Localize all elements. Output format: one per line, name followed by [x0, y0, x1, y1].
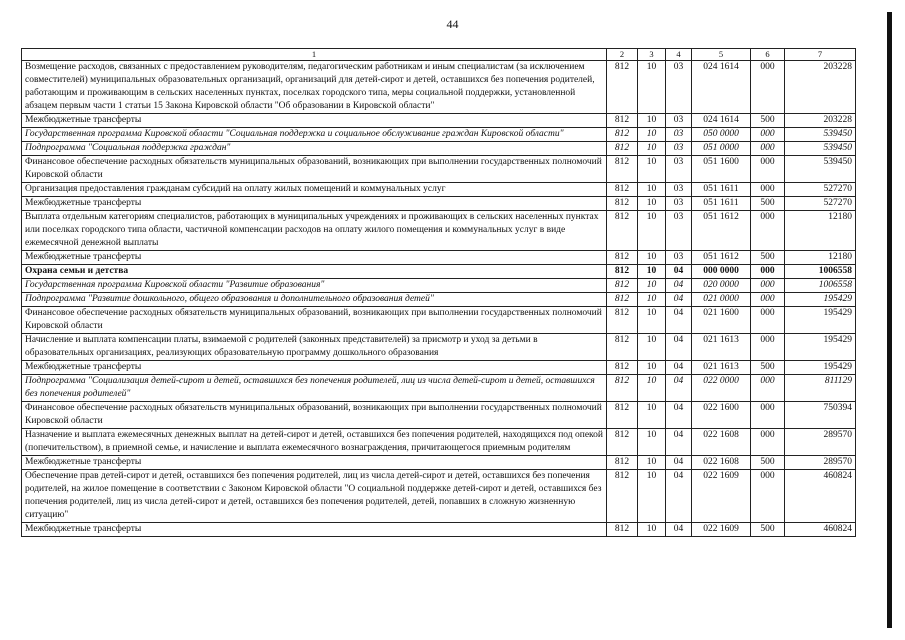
table-row: [22, 211, 856, 251]
cell-name: Межбюджетные трансферты: [22, 251, 607, 265]
cell-section: 10: [638, 429, 666, 456]
cell-ministry-code: 812: [607, 429, 638, 456]
cell-target-article: 051 1611: [692, 197, 751, 211]
cell-expense-type: 000: [751, 279, 785, 293]
cell-expense-type: 000: [751, 429, 785, 456]
cell-amount: 460824: [785, 523, 856, 537]
page-number: 44: [446, 17, 459, 31]
cell-name: Межбюджетные трансферты: [22, 361, 607, 375]
cell-amount: 527270: [785, 197, 856, 211]
scan-edge-bar: [887, 12, 892, 628]
table-row: [22, 375, 856, 402]
cell-target-article: 021 0000: [692, 293, 751, 307]
cell-subsection: 03: [666, 197, 692, 211]
header-col-4: 4: [666, 49, 692, 61]
cell-subsection: 03: [666, 114, 692, 128]
table-row: [22, 523, 856, 537]
cell-target-article: 022 1600: [692, 402, 751, 429]
cell-subsection: 04: [666, 375, 692, 402]
cell-section: 10: [638, 402, 666, 429]
table-row: [22, 156, 856, 183]
cell-name: Подпрограмма "Развитие дошкольного, общего образования и дополнительного образования детей": [22, 293, 607, 307]
cell-name: Межбюджетные трансферты: [22, 197, 607, 211]
cell-amount: 1006558: [785, 279, 856, 293]
cell-subsection: 04: [666, 402, 692, 429]
cell-name: Финансовое обеспечение расходных обязательств муниципальных образований, возникающих при выполнении государственных полномочий Кировской области: [22, 402, 607, 429]
cell-target-article: 051 1612: [692, 211, 751, 251]
cell-amount: 12180: [785, 251, 856, 265]
cell-name: Выплата отдельным категориям специалистов, работающих в муниципальных учреждениях и проживающих в сельских населенных пунктах или поселках городского типа области, частичной компенсации расходов на оплату жилого помещения и коммунальных услуг в виде ежемесячной денежной выплаты: [22, 211, 607, 251]
cell-ministry-code: 812: [607, 156, 638, 183]
cell-subsection: 03: [666, 142, 692, 156]
cell-ministry-code: 812: [607, 128, 638, 142]
table-row: [22, 361, 856, 375]
cell-amount: 539450: [785, 142, 856, 156]
cell-ministry-code: 812: [607, 279, 638, 293]
table-row: [22, 293, 856, 307]
cell-section: 10: [638, 307, 666, 334]
header-col-1: 1: [22, 49, 607, 61]
cell-target-article: 051 1611: [692, 183, 751, 197]
cell-amount: 195429: [785, 293, 856, 307]
cell-expense-type: 500: [751, 114, 785, 128]
cell-expense-type: 000: [751, 142, 785, 156]
cell-amount: 203228: [785, 61, 856, 114]
cell-ministry-code: 812: [607, 61, 638, 114]
cell-amount: 12180: [785, 211, 856, 251]
header-col-2: 2: [607, 49, 638, 61]
cell-section: 10: [638, 470, 666, 523]
cell-section: 10: [638, 375, 666, 402]
cell-expense-type: 000: [751, 470, 785, 523]
cell-target-article: 020 0000: [692, 279, 751, 293]
cell-ministry-code: 812: [607, 456, 638, 470]
cell-target-article: 021 1600: [692, 307, 751, 334]
cell-amount: 811129: [785, 375, 856, 402]
cell-ministry-code: 812: [607, 361, 638, 375]
cell-ministry-code: 812: [607, 470, 638, 523]
cell-ministry-code: 812: [607, 251, 638, 265]
table-row: [22, 183, 856, 197]
table-row: [22, 279, 856, 293]
cell-ministry-code: 812: [607, 307, 638, 334]
cell-target-article: 021 1613: [692, 361, 751, 375]
cell-name: Государственная программа Кировской области "Социальная поддержка и социальное обслуживание граждан Кировской области": [22, 128, 607, 142]
cell-ministry-code: 812: [607, 402, 638, 429]
cell-section: 10: [638, 361, 666, 375]
table-row: [22, 429, 856, 456]
cell-section: 10: [638, 61, 666, 114]
cell-amount: 1006558: [785, 265, 856, 279]
cell-ministry-code: 812: [607, 183, 638, 197]
cell-amount: 289570: [785, 429, 856, 456]
cell-name: Назначение и выплата ежемесячных денежных выплат на детей-сирот и детей, оставшихся без попечения родителей, находящихся под опекой (попечительством), в приемной семье, и начисление и выплата ежемесячного вознаграждения, причитающегося приемным родителям: [22, 429, 607, 456]
cell-target-article: 022 1608: [692, 429, 751, 456]
cell-target-article: 022 1609: [692, 523, 751, 537]
cell-expense-type: 000: [751, 128, 785, 142]
cell-subsection: 03: [666, 183, 692, 197]
cell-ministry-code: 812: [607, 197, 638, 211]
cell-subsection: 04: [666, 523, 692, 537]
table-body: [22, 49, 856, 537]
cell-section: 10: [638, 114, 666, 128]
cell-amount: 539450: [785, 128, 856, 142]
table-row: [22, 402, 856, 429]
header-col-5: 5: [692, 49, 751, 61]
cell-section: 10: [638, 265, 666, 279]
cell-expense-type: 000: [751, 402, 785, 429]
cell-expense-type: 500: [751, 523, 785, 537]
table-row: [22, 142, 856, 156]
cell-target-article: 000 0000: [692, 265, 751, 279]
cell-amount: 539450: [785, 156, 856, 183]
cell-expense-type: 000: [751, 293, 785, 307]
table-row: [22, 307, 856, 334]
cell-section: 10: [638, 279, 666, 293]
cell-expense-type: 000: [751, 211, 785, 251]
cell-ministry-code: 812: [607, 265, 638, 279]
cell-ministry-code: 812: [607, 114, 638, 128]
table-row: [22, 197, 856, 211]
cell-amount: 460824: [785, 470, 856, 523]
cell-subsection: 04: [666, 334, 692, 361]
cell-ministry-code: 812: [607, 293, 638, 307]
cell-amount: 203228: [785, 114, 856, 128]
cell-section: 10: [638, 197, 666, 211]
cell-ministry-code: 812: [607, 375, 638, 402]
cell-name: Подпрограмма "Социализация детей-сирот и детей, оставшихся без попечения родителей, лиц из числа детей-сирот и детей, оставшихся без попечения родителей": [22, 375, 607, 402]
header-col-3: 3: [638, 49, 666, 61]
header-row: [22, 49, 856, 61]
table-row: [22, 265, 856, 279]
cell-section: 10: [638, 128, 666, 142]
table-row: [22, 456, 856, 470]
cell-subsection: 03: [666, 251, 692, 265]
cell-target-article: 051 0000: [692, 142, 751, 156]
cell-name: Организация предоставления гражданам субсидий на оплату жилых помещений и коммунальных услуг: [22, 183, 607, 197]
cell-section: 10: [638, 211, 666, 251]
cell-name: Охрана семьи и детства: [22, 265, 607, 279]
cell-expense-type: 000: [751, 307, 785, 334]
cell-amount: 195429: [785, 334, 856, 361]
cell-expense-type: 500: [751, 456, 785, 470]
cell-section: 10: [638, 156, 666, 183]
cell-subsection: 04: [666, 293, 692, 307]
cell-expense-type: 500: [751, 361, 785, 375]
cell-subsection: 03: [666, 61, 692, 114]
cell-section: 10: [638, 293, 666, 307]
cell-amount: 289570: [785, 456, 856, 470]
table-row: [22, 334, 856, 361]
cell-amount: 527270: [785, 183, 856, 197]
table-row: [22, 251, 856, 265]
cell-expense-type: 500: [751, 197, 785, 211]
cell-subsection: 04: [666, 456, 692, 470]
cell-expense-type: 000: [751, 61, 785, 114]
cell-subsection: 04: [666, 361, 692, 375]
cell-expense-type: 000: [751, 156, 785, 183]
cell-section: 10: [638, 456, 666, 470]
cell-name: Подпрограмма "Социальная поддержка граждан": [22, 142, 607, 156]
cell-section: 10: [638, 183, 666, 197]
cell-name: Финансовое обеспечение расходных обязательств муниципальных образований, возникающих при выполнении государственных полномочий Кировской области: [22, 156, 607, 183]
cell-target-article: 051 1612: [692, 251, 751, 265]
cell-target-article: 022 0000: [692, 375, 751, 402]
table-row: [22, 128, 856, 142]
header-col-6: 6: [751, 49, 785, 61]
cell-name: Обеспечение прав детей-сирот и детей, оставшихся без попечения родителей, лиц из числа детей-сирот и детей, оставшихся без попечения родителей, на жилое помещение в соответствии с Законом Кировской области "О социальной поддержке детей-сирот и детей, оставшихся без попечения родителей, лиц из числа детей-сирот и детей, оставшихся без попечения родителей, детей, попавших в сложную жизненную ситуацию": [22, 470, 607, 523]
cell-expense-type: 000: [751, 334, 785, 361]
cell-name: Начисление и выплата компенсации платы, взимаемой с родителей (законных представителей) за присмотр и уход за детьми в образовательных организациях, реализующих образовательную программу дошкольного образования: [22, 334, 607, 361]
cell-subsection: 04: [666, 265, 692, 279]
cell-subsection: 04: [666, 279, 692, 293]
cell-ministry-code: 812: [607, 142, 638, 156]
cell-target-article: 022 1609: [692, 470, 751, 523]
header-col-7: 7: [785, 49, 856, 61]
cell-target-article: 050 0000: [692, 128, 751, 142]
cell-subsection: 03: [666, 211, 692, 251]
cell-section: 10: [638, 334, 666, 361]
cell-subsection: 04: [666, 307, 692, 334]
cell-name: Возмещение расходов, связанных с предоставлением руководителям, педагогическим работникам и иным специалистам (за исключением совместителей) муниципальных образовательных организаций, организаций для детей-сирот и детей, оставшихся без попечения родителей, работающим и проживающим в сельских населенных пунктах, поселках городского типа, меры социальной поддержки, установленной абзацем первым части 1 статьи 15 Закона Кировской области "Об образовании в Кировской области": [22, 61, 607, 114]
cell-ministry-code: 812: [607, 334, 638, 361]
cell-subsection: 04: [666, 429, 692, 456]
cell-name: Межбюджетные трансферты: [22, 523, 607, 537]
table-row: [22, 114, 856, 128]
cell-section: 10: [638, 251, 666, 265]
cell-name: Межбюджетные трансферты: [22, 114, 607, 128]
cell-amount: 195429: [785, 361, 856, 375]
cell-amount: 195429: [785, 307, 856, 334]
cell-section: 10: [638, 142, 666, 156]
cell-name: Межбюджетные трансферты: [22, 456, 607, 470]
cell-expense-type: 000: [751, 375, 785, 402]
cell-expense-type: 000: [751, 265, 785, 279]
cell-ministry-code: 812: [607, 523, 638, 537]
cell-subsection: 03: [666, 128, 692, 142]
cell-name: Финансовое обеспечение расходных обязательств муниципальных образований, возникающих при выполнении государственных полномочий Кировской области: [22, 307, 607, 334]
cell-section: 10: [638, 523, 666, 537]
cell-expense-type: 000: [751, 183, 785, 197]
table-row: [22, 470, 856, 523]
cell-ministry-code: 812: [607, 211, 638, 251]
cell-expense-type: 500: [751, 251, 785, 265]
cell-subsection: 04: [666, 470, 692, 523]
cell-target-article: 024 1614: [692, 61, 751, 114]
cell-target-article: 022 1608: [692, 456, 751, 470]
cell-subsection: 03: [666, 156, 692, 183]
cell-amount: 750394: [785, 402, 856, 429]
table-row: [22, 61, 856, 114]
budget-table: [21, 48, 856, 537]
cell-name: Государственная программа Кировской области "Развитие образования": [22, 279, 607, 293]
cell-target-article: 051 1600: [692, 156, 751, 183]
cell-target-article: 024 1614: [692, 114, 751, 128]
cell-target-article: 021 1613: [692, 334, 751, 361]
